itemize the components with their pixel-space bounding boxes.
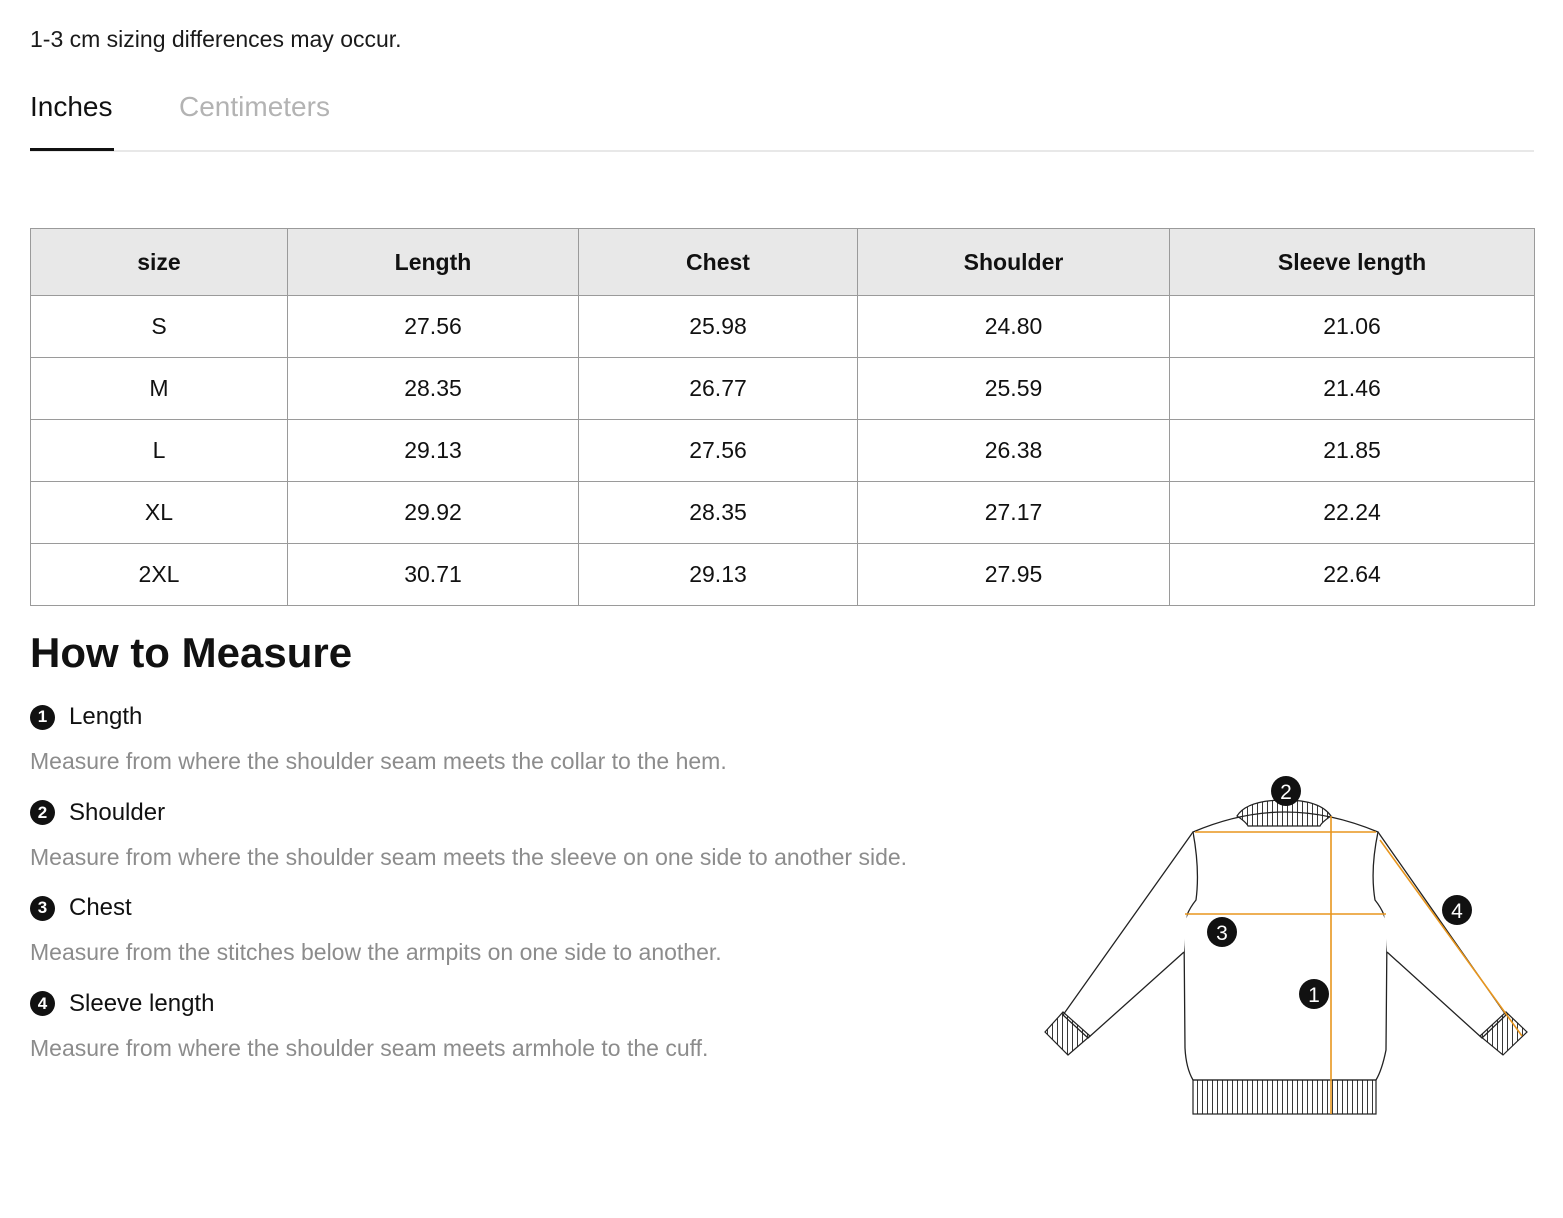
cell-length: 29.92 bbox=[288, 482, 579, 544]
step-sleeve-length bbox=[30, 987, 990, 1083]
header-sleeve-length: Sleeve length bbox=[1170, 229, 1535, 296]
svg-text:1: 1 bbox=[1308, 984, 1320, 1007]
cell-size: XL bbox=[31, 482, 288, 544]
svg-text:3: 3 bbox=[1216, 922, 1228, 945]
svg-text:2: 2 bbox=[1280, 781, 1292, 804]
number-3-icon: 3 bbox=[30, 896, 55, 921]
step-label: Chest bbox=[69, 894, 132, 922]
cell-size: M bbox=[31, 358, 288, 420]
step-length bbox=[30, 700, 990, 796]
number-4-icon: 4 bbox=[30, 991, 55, 1016]
step-label: Length bbox=[69, 703, 143, 730]
cell-chest: 28.35 bbox=[579, 482, 858, 544]
cell-sleeve-length: 21.46 bbox=[1170, 358, 1535, 420]
hem-rib bbox=[1193, 1080, 1376, 1114]
marker-2 bbox=[1271, 776, 1301, 806]
measure-steps bbox=[30, 700, 990, 1082]
cell-length: 27.56 bbox=[288, 296, 579, 358]
cell-sleeve-length: 21.85 bbox=[1170, 420, 1535, 482]
cell-shoulder: 27.95 bbox=[858, 544, 1170, 606]
size-chart-table bbox=[30, 228, 1535, 606]
table-row bbox=[31, 544, 1535, 606]
cell-shoulder: 24.80 bbox=[858, 296, 1170, 358]
cell-sleeve-length: 22.24 bbox=[1170, 482, 1535, 544]
sweater-outline bbox=[1063, 812, 1506, 1080]
cell-chest: 27.56 bbox=[579, 420, 858, 482]
cell-size: 2XL bbox=[31, 544, 288, 606]
cell-size: L bbox=[31, 420, 288, 482]
header-length: Length bbox=[288, 229, 579, 296]
step-description: Measure from where the shoulder seam meets the collar to the hem. bbox=[30, 748, 727, 774]
cell-length: 29.13 bbox=[288, 420, 579, 482]
step-description: Measure from where the shoulder seam meets the sleeve on one side to another side. bbox=[30, 843, 908, 870]
header-shoulder: Shoulder bbox=[858, 229, 1170, 296]
cell-shoulder: 26.38 bbox=[858, 420, 1170, 482]
cell-sleeve-length: 22.64 bbox=[1170, 544, 1535, 606]
marker-4 bbox=[1442, 895, 1472, 925]
cell-length: 30.71 bbox=[288, 544, 579, 606]
sweater-measure-diagram bbox=[1040, 770, 1535, 1120]
table-header-row bbox=[31, 229, 1535, 296]
table-row bbox=[31, 482, 1535, 544]
step-shoulder bbox=[30, 796, 990, 892]
cell-length: 28.35 bbox=[288, 358, 579, 420]
marker-1 bbox=[1299, 979, 1329, 1009]
header-size: size bbox=[31, 229, 288, 296]
cell-sleeve-length: 21.06 bbox=[1170, 296, 1535, 358]
cell-shoulder: 27.17 bbox=[858, 482, 1170, 544]
step-description: Measure from the stitches below the armpits on one side to another. bbox=[30, 939, 722, 966]
cell-chest: 29.13 bbox=[579, 544, 858, 606]
step-description: Measure from where the shoulder seam meets armhole to the cuff. bbox=[30, 1034, 709, 1061]
step-label: Shoulder bbox=[69, 798, 166, 826]
number-1-icon: 1 bbox=[30, 705, 55, 730]
step-chest bbox=[30, 891, 990, 987]
number-2-icon: 2 bbox=[30, 800, 55, 825]
unit-tabs bbox=[30, 84, 1534, 152]
table-row bbox=[31, 420, 1535, 482]
table-row bbox=[31, 358, 1535, 420]
tab-centimeters[interactable]: Centimeters bbox=[179, 91, 330, 122]
header-chest: Chest bbox=[579, 229, 858, 296]
cell-size: S bbox=[31, 296, 288, 358]
cell-chest: 26.77 bbox=[579, 358, 858, 420]
cell-chest: 25.98 bbox=[579, 296, 858, 358]
table-row bbox=[31, 296, 1535, 358]
tab-inches[interactable]: Inches bbox=[30, 90, 114, 151]
how-to-measure-title: How to Measure bbox=[30, 629, 353, 676]
cell-shoulder: 25.59 bbox=[858, 358, 1170, 420]
marker-3 bbox=[1207, 917, 1237, 947]
sizing-note: 1-3 cm sizing differences may occur. bbox=[30, 26, 402, 52]
svg-text:4: 4 bbox=[1451, 900, 1463, 923]
step-label: Sleeve length bbox=[69, 989, 215, 1017]
